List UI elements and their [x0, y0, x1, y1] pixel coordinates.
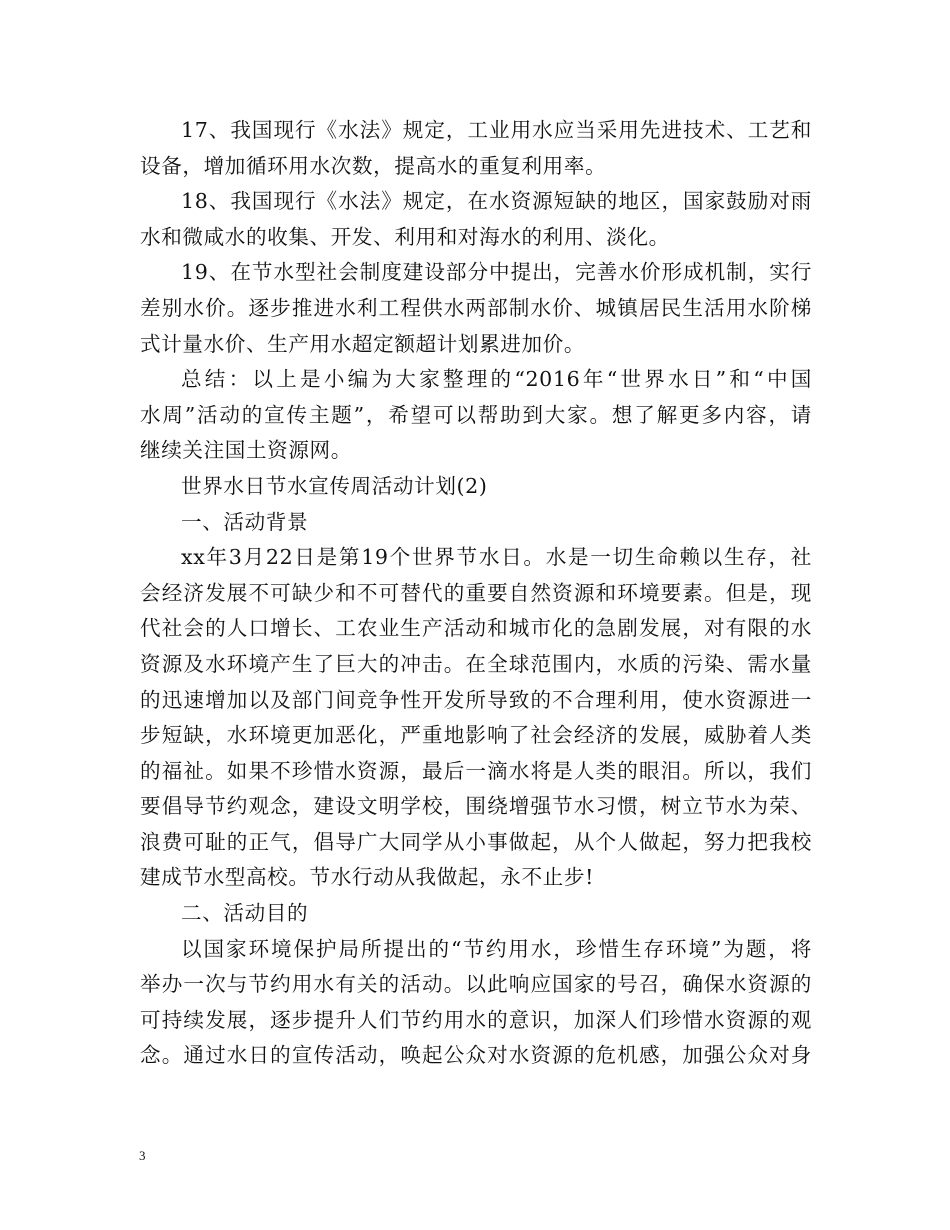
- text-line: 19、在节水型社会制度建设部分中提出，完善水价形成机制，实行: [181, 260, 812, 285]
- text-line: 差别水价。逐步推进水利工程供水两部制水价、城镇居民生活用水阶梯: [140, 295, 812, 320]
- text-line: 的迅速增加以及部门间竞争性开发所导致的不合理利用，使水资源进一: [140, 687, 812, 712]
- text-line: 17、我国现行《水法》规定，工业用水应当采用先进技术、工艺和: [181, 118, 812, 142]
- section-title: [140, 469, 812, 505]
- text-line: 总结：以上是小编为大家整理的“2016年“世界水日”和“中国: [181, 367, 812, 392]
- text-line: 水周”活动的宣传主题”，希望可以帮助到大家。想了解更多内容，请: [140, 402, 812, 427]
- text-line: 代社会的人口增长、工农业生产活动和城市化的急剧发展，对有限的水: [140, 616, 812, 641]
- text-line: 水和微咸水的收集、开发、利用和对海水的利用、淡化。: [140, 224, 670, 249]
- text-line: 念。通过水日的宣传活动，唤起公众对水资源的危机感，加强公众对身: [140, 1043, 812, 1068]
- text-line: 要倡导节约观念，建设文明学校，围绕增强节水习惯，树立节水为荣、: [140, 794, 812, 819]
- text-line: 二、活动目的: [181, 901, 309, 926]
- paragraph-article-17: [140, 113, 812, 184]
- text-line: 资源及水环境产生了巨大的冲击。在全球范围内，水质的污染、需水量: [140, 651, 812, 676]
- page-body: [140, 113, 812, 1074]
- paragraph-article-18: [140, 184, 812, 255]
- text-line: 浪费可耻的正气，倡导广大同学从小事做起，从个人做起，努力把我校: [140, 829, 812, 854]
- text-line: 世界水日节水宣传周活动计划(2): [181, 473, 488, 498]
- text-line: 的福祉。如果不珍惜水资源，最后一滴水将是人类的眼泪。所以，我们: [140, 758, 812, 783]
- page-number: 3: [139, 1148, 146, 1163]
- text-line: 以国家环境保护局所提出的“节约用水，珍惜生存环境”为题，将: [181, 936, 812, 961]
- paragraph-background: [140, 540, 812, 896]
- text-line: 建成节水型高校。节水行动从我做起，永不止步!: [140, 865, 594, 890]
- paragraph-summary: [140, 362, 812, 469]
- paragraph-purpose: [140, 932, 812, 1074]
- text-line: 会经济发展不可缺少和不可替代的重要自然资源和环境要素。但是，现: [140, 580, 812, 605]
- text-line: 设备，增加循环用水次数，提高水的重复利用率。: [140, 153, 607, 178]
- text-line: 举办一次与节约用水有关的活动。以此响应国家的号召，确保水资源的: [140, 972, 812, 997]
- text-line: 18、我国现行《水法》规定，在水资源短缺的地区，国家鼓励对雨: [181, 189, 812, 214]
- section-heading-background: [140, 505, 812, 541]
- text-line: xx年3月22日是第19个世界节水日。水是一切生命赖以生存，社: [181, 545, 812, 570]
- text-line: 一、活动背景: [181, 509, 309, 534]
- text-line: 式计量水价、生产用水超定额超计划累进加价。: [140, 331, 586, 356]
- section-heading-purpose: [140, 896, 812, 932]
- text-line: 步短缺，水环境更加恶化，严重地影响了社会经济的发展，威胁着人类: [140, 723, 812, 748]
- text-line: 继续关注国土资源网。: [140, 438, 352, 463]
- text-line: 可持续发展，逐步提升人们节约用水的意识，加深人们珍惜水资源的观: [140, 1007, 812, 1032]
- paragraph-article-19: [140, 255, 812, 362]
